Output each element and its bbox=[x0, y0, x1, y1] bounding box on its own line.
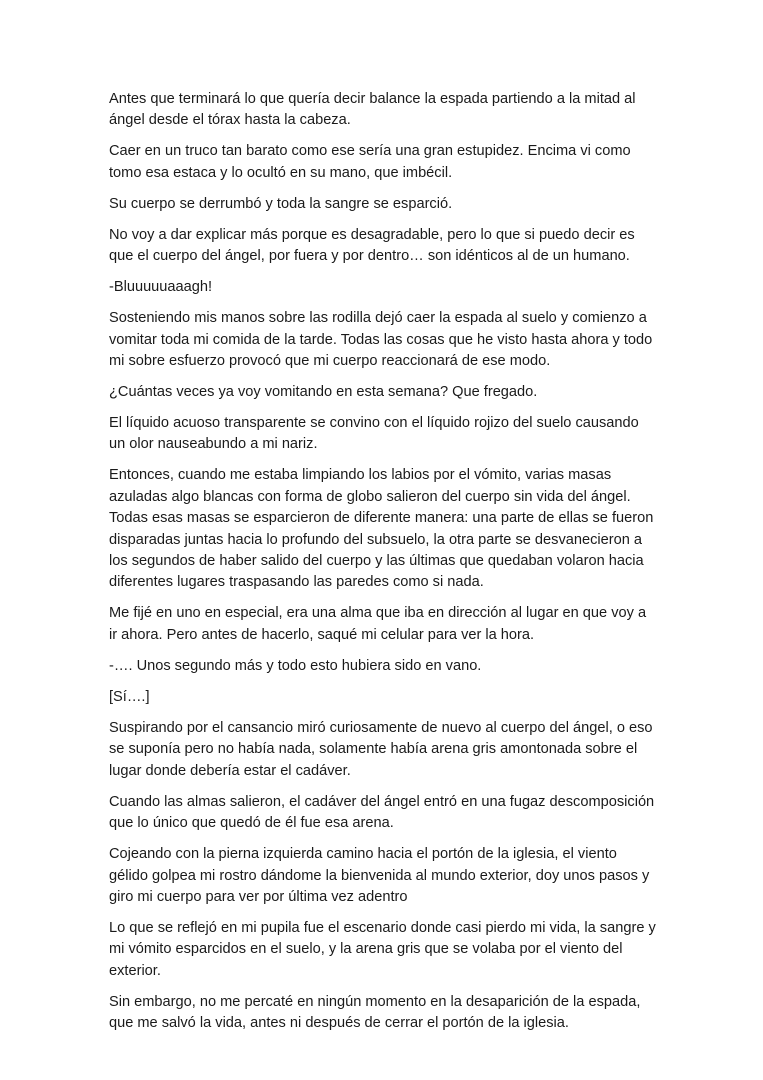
paragraph: Cuando las almas salieron, el cadáver del ángel entró en una fugaz descomposición que lo único que quedó de él fue esa arena. bbox=[109, 793, 655, 832]
document-body bbox=[109, 89, 657, 1044]
paragraph: Antes que terminará lo que quería decir balance la espada partiendo a la mitad al ángel desde el tórax hasta la cabeza. bbox=[109, 91, 636, 129]
paragraph: Caer en un truco tan barato como ese sería una gran estupidez. Encima vi como tomo esa estaca y lo ocultó en su mano, que imbécil. bbox=[109, 143, 631, 181]
paragraph: Me fijé en uno en especial, era una alma que iba en dirección al lugar en que voy a ir ahora. Pero antes de hacerlo, saqué mi celular para ver la hora. bbox=[109, 605, 647, 643]
paragraph: Entonces, cuando me estaba limpiando los labios por el vómito, varias masas azuladas algo blancas con forma de globo salieron del cuerpo sin vida del ángel. Todas esas masas se esparcieron de diferente manera: una parte de ellas se fueron disparadas juntas hacia lo profundo del subsuelo, la otra parte se desvanecieron a los segundos de haber salido del cuerpo y las últimas que quedaban volaron hacia diferentes lugares traspasando las paredes como si nada. bbox=[109, 467, 654, 591]
paragraph: -Bluuuuuaaagh! bbox=[109, 279, 213, 296]
paragraph: ¿Cuántas veces ya voy vomitando en esta semana? Que fregado. bbox=[109, 384, 538, 401]
paragraph: Cojeando con la pierna izquierda camino hacia el portón de la iglesia, el viento gélido golpea mi rostro dándome la bienvenida al mundo exterior, doy unos pasos y giro mi cuerpo para ver por última vez adentro bbox=[109, 846, 650, 905]
paragraph: El líquido acuoso transparente se convino con el líquido rojizo del suelo causando un olor nauseabundo a mi nariz. bbox=[109, 415, 639, 453]
paragraph: Suspirando por el cansancio miró curiosamente de nuevo al cuerpo del ángel, o eso se suponía pero no había nada, solamente había arena gris amontonada sobre el lugar donde debería estar el cadáver. bbox=[109, 719, 653, 779]
paragraph: No voy a dar explicar más porque es desagradable, pero lo que si puedo decir es que el cuerpo del ángel, por fuera y por dentro… son idénticos al de un humano. bbox=[109, 226, 635, 265]
paragraph: [Sí….] bbox=[109, 688, 150, 705]
paragraph: Lo que se reflejó en mi pupila fue el escenario donde casi pierdo mi vida, la sangre y mi vómito esparcidos en el suelo, y la arena gris que se volaba por el viento del exterior. bbox=[109, 919, 656, 979]
paragraph: Sin embargo, no me percaté en ningún momento en la desaparición de la espada, que me salvó la vida, antes ni después de cerrar el portón de la iglesia. bbox=[109, 993, 641, 1032]
paragraph: Su cuerpo se derrumbó y toda la sangre se esparció. bbox=[109, 195, 453, 212]
paragraph: Sosteniendo mis manos sobre las rodilla dejó caer la espada al suelo y comienzo a vomitar toda mi comida de la tarde. Todas las cosas que he visto hasta ahora y todo mi sobre esfuerzo provocó que mi cuerpo reaccionará de ese modo. bbox=[109, 310, 653, 370]
paragraph: -…. Unos segundo más y todo esto hubiera sido en vano. bbox=[109, 657, 482, 674]
